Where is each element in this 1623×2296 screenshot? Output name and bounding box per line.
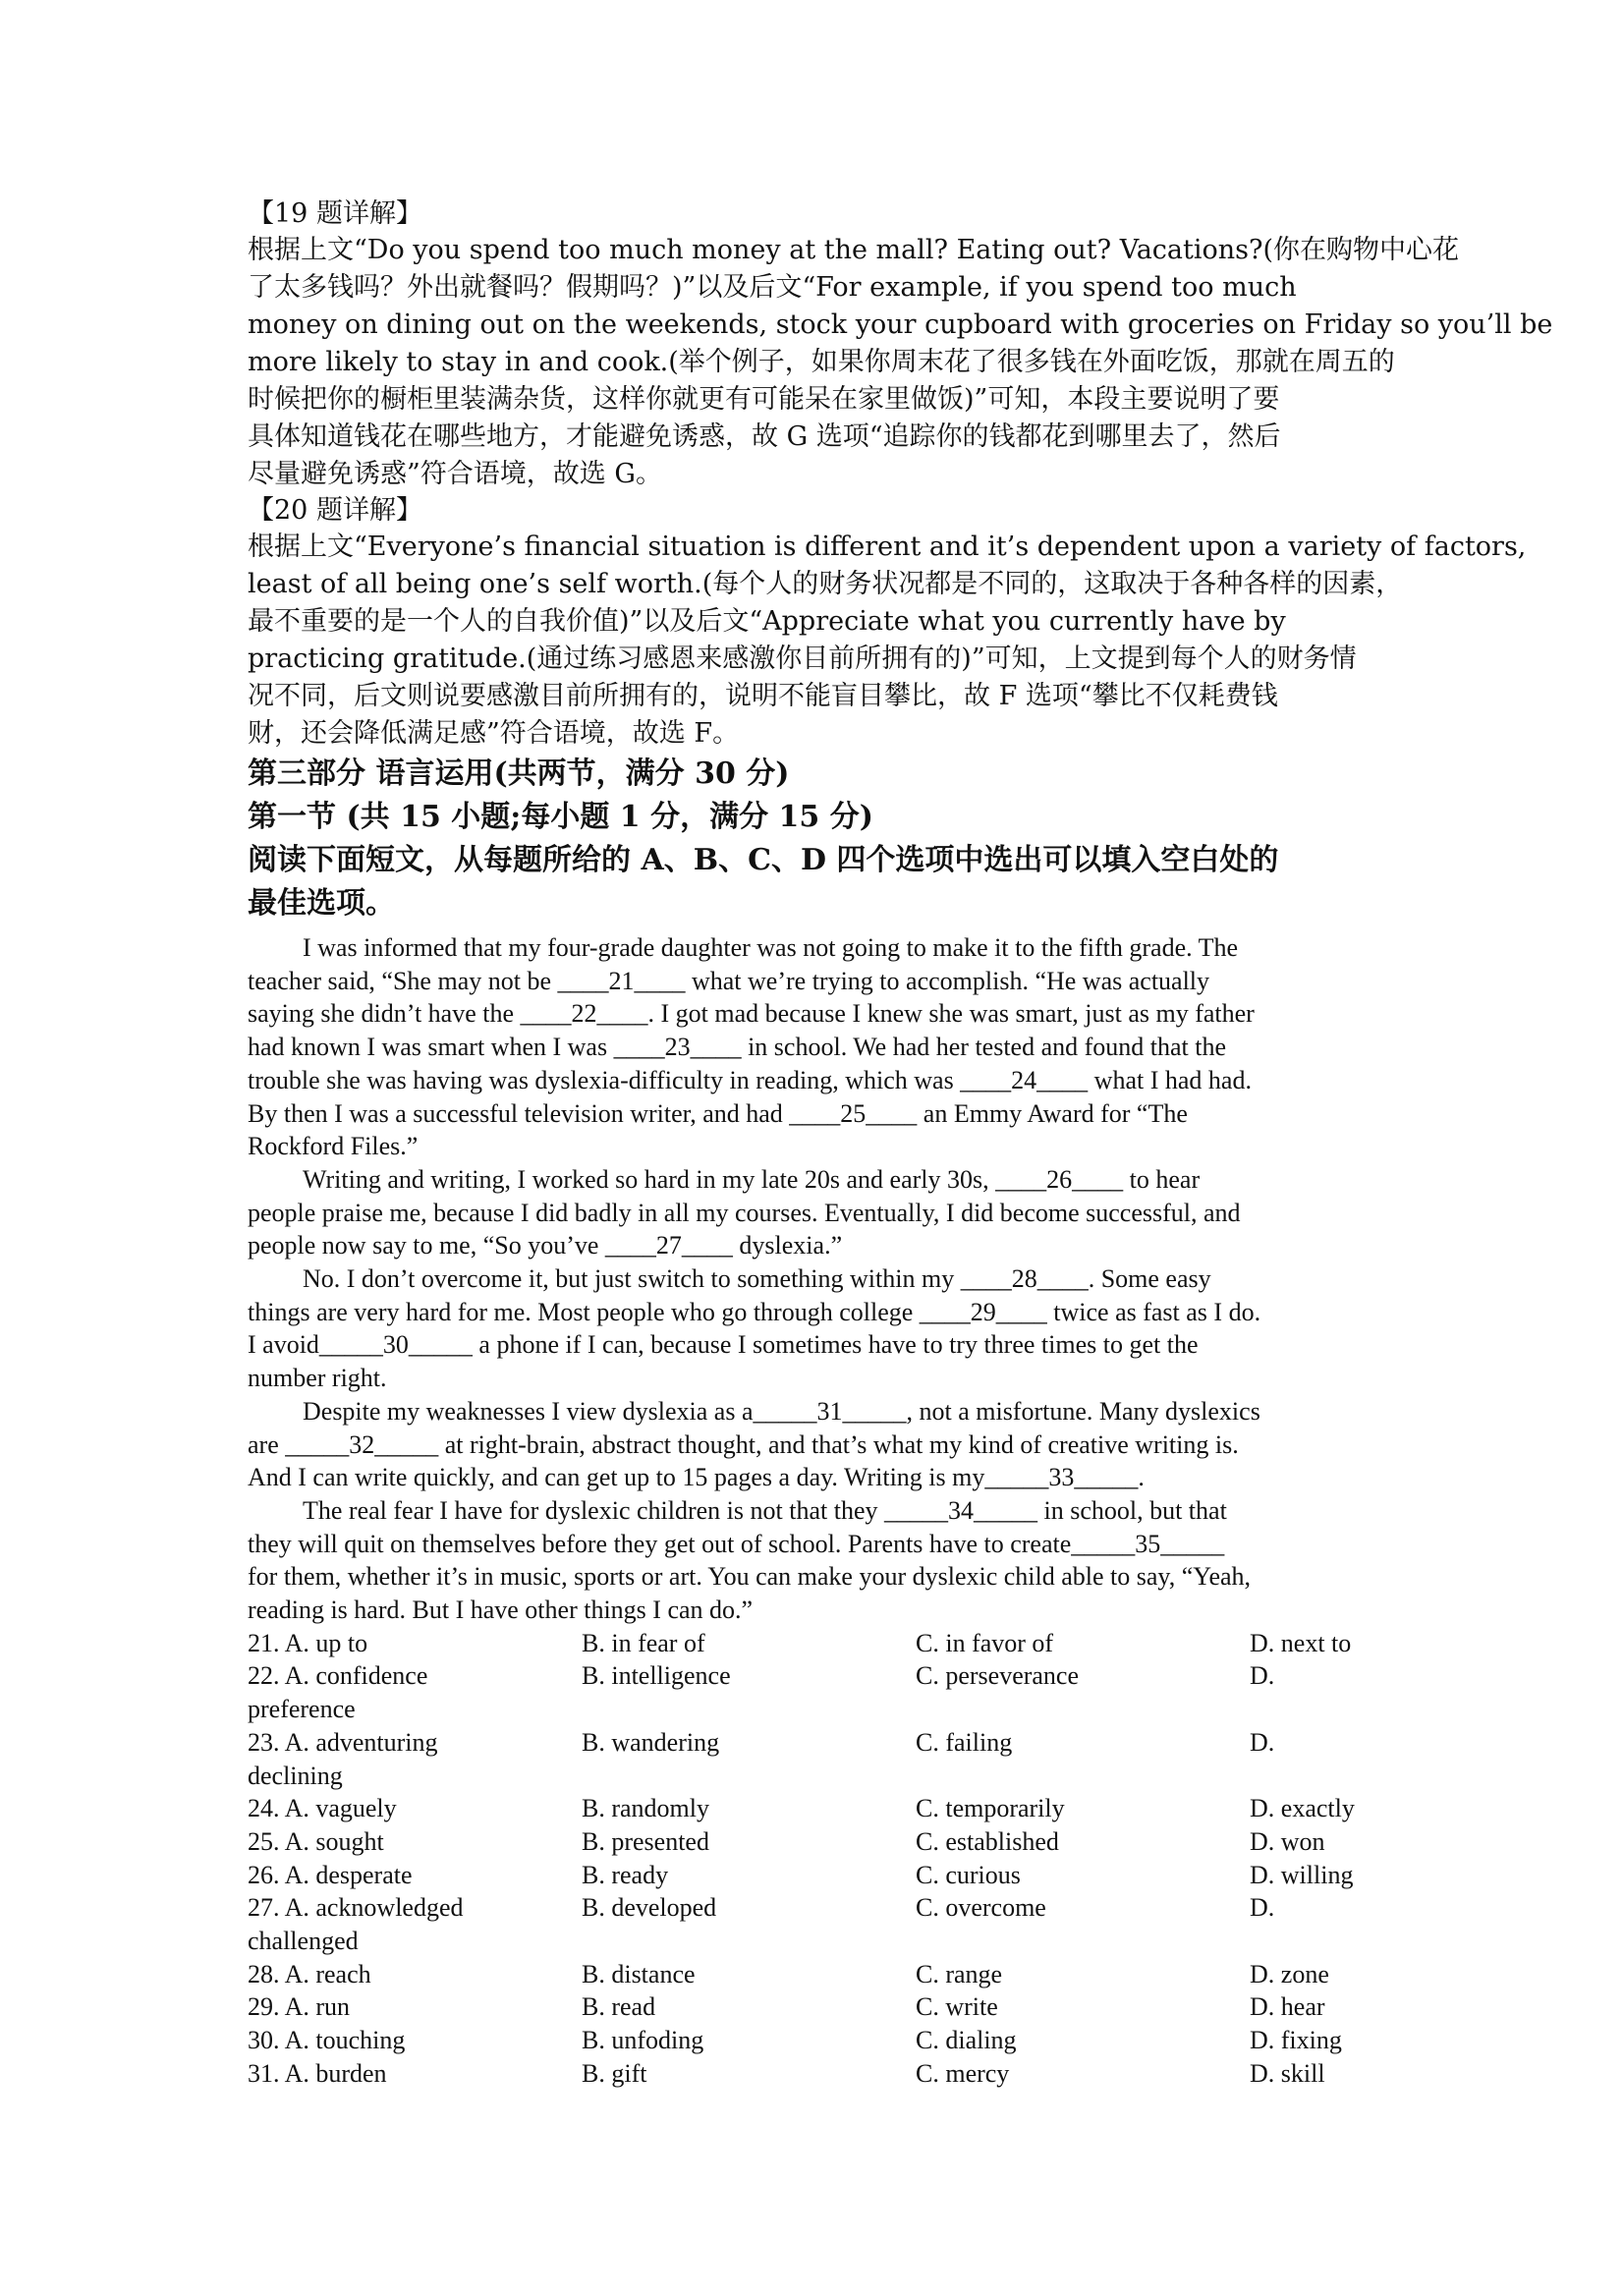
option-c: C. failing [916, 1727, 1013, 1757]
option-c: C. overcome [916, 1893, 1046, 1923]
passage-line: I avoid_____30_____ a phone if I can, because I sometimes have to try three times to get the [248, 1330, 1199, 1360]
option-c: C. temporarily [916, 1794, 1065, 1823]
option-b: B. developed [582, 1893, 717, 1923]
option-row [248, 1859, 1407, 1892]
option-row [248, 1792, 1407, 1825]
option-row [248, 2057, 1407, 2091]
q20-heading: 【20 题详解】 [248, 495, 422, 526]
option-c: C. in favor of [916, 1628, 1054, 1657]
option-b: B. ready [582, 1860, 669, 1889]
passage-line: Rockford Files.” [248, 1132, 419, 1161]
option-row [248, 1627, 1407, 1660]
instruction: 最佳选项。 [248, 886, 395, 921]
option-row [248, 2024, 1407, 2057]
option-c: C. write [916, 1992, 998, 2022]
option-d: D. skill [1250, 2058, 1325, 2088]
passage-line: Despite my weaknesses I view dyslexia as a_____31_____, not a misfortune. Many dyslexics [303, 1396, 1260, 1426]
q19-line: 了太多钱吗？外出就餐吗？假期吗？)”以及后文“For example, if you spend too much [248, 272, 1297, 303]
option-b: B. in fear of [582, 1628, 705, 1657]
q19-explanation [248, 196, 1553, 493]
option-row [248, 1825, 1407, 1859]
option-d-wrap: declining [248, 1761, 343, 1790]
document-page [248, 196, 1553, 2090]
option-b: B. presented [582, 1826, 709, 1856]
q19-line: 具体知道钱花在哪些地方，才能避免诱惑，故 G 选项“追踪你的钱都花到哪里去了，然后 [248, 421, 1281, 452]
passage-line: number right. [248, 1364, 387, 1393]
option-b: B. distance [582, 1959, 696, 1988]
option-a: 23. A. adventuring [248, 1727, 438, 1757]
cloze-passage [248, 931, 1407, 1627]
option-a: 26. A. desperate [248, 1860, 413, 1889]
option-b: B. intelligence [582, 1661, 731, 1691]
passage-line: The real fear I have for dyslexic children is not that they _____34_____ in school, but that [303, 1495, 1227, 1525]
passage-line: had known I was smart when I was ____23____ in school. We had her tested and found that the [248, 1033, 1227, 1062]
option-c: C. established [916, 1826, 1059, 1856]
q19-line: money on dining out on the weekends, stock your cupboard with groceries on Friday so you’ll be [248, 309, 1553, 340]
passage-line: reading is hard. But I have other things I can do.” [248, 1596, 754, 1625]
option-row [248, 1990, 1407, 2024]
q19-line: 尽量避免诱惑”符合语境，故选 G。 [248, 459, 662, 489]
q20-line: 财，还会降低满足感”符合语境，故选 F。 [248, 718, 740, 749]
option-b: B. unfoding [582, 2026, 704, 2055]
option-d: D. next to [1250, 1628, 1352, 1657]
q20-line: 况不同，后文则说要感激目前所拥有的，说明不能盲目攀比，故 F 选项“攀比不仅耗费钱 [248, 681, 1278, 711]
option-d: D. [1250, 1727, 1275, 1757]
option-d-wrap: preference [248, 1695, 356, 1724]
option-a: 24. A. vaguely [248, 1794, 397, 1823]
passage-line: No. I don’t overcome it, but just switch to something within my ____28____. Some easy [303, 1264, 1211, 1294]
q19-line: 时候把你的橱柜里装满杂货，这样你就更有可能呆在家里做饭)”可知，本段主要说明了要 [248, 384, 1280, 415]
passage-line: trouble she was having was dyslexia-difficulty in reading, which was ____24____ what I had had. [248, 1065, 1252, 1094]
passage-line: are _____32_____ at right-brain, abstract thought, and that’s what my kind of creative writing is. [248, 1429, 1239, 1459]
option-d: D. fixing [1250, 2026, 1342, 2055]
option-a: 31. A. burden [248, 2058, 387, 2088]
q20-line: practicing gratitude.(通过练习感恩来感激你目前所拥有的)”可知，上文提到每个人的财务情 [248, 644, 1357, 674]
passage-line: they will quit on themselves before they get out of school. Parents have to create_____35_____ [248, 1529, 1225, 1558]
section-title: 第一节 (共 15 小题;每小题 1 分，满分 15 分) [248, 800, 873, 834]
option-d: D. willing [1250, 1860, 1354, 1889]
option-d: D. exactly [1250, 1794, 1355, 1823]
option-c: C. perseverance [916, 1661, 1080, 1691]
passage-line: Writing and writing, I worked so hard in my late 20s and early 30s, ____26____ to hear [303, 1164, 1201, 1194]
option-d: D. hear [1250, 1992, 1325, 2022]
option-a: 21. A. up to [248, 1628, 368, 1657]
q20-explanation [248, 493, 1527, 753]
option-b: B. randomly [582, 1794, 709, 1823]
option-a: 25. A. sought [248, 1826, 384, 1856]
option-a: 22. A. confidence [248, 1661, 428, 1691]
passage-line: By then I was a successful television writer, and had ____25____ an Emmy Award for “The [248, 1098, 1188, 1128]
instruction: 阅读下面短文，从每题所给的 A、B、C、D 四个选项中选出可以填入空白处的 [248, 843, 1279, 877]
option-d: D. zone [1250, 1959, 1329, 1988]
part3-header [248, 753, 1407, 925]
q20-line: 最不重要的是一个人的自我价值)”以及后文“Appreciate what you currently have by [248, 606, 1286, 637]
option-c: C. curious [916, 1860, 1021, 1889]
part-title: 第三部分 语言运用(共两节，满分 30 分) [248, 756, 790, 791]
option-d-wrap: challenged [248, 1926, 359, 1955]
passage-line: teacher said, “She may not be ____21____ what we’re trying to accomplish. “He was actually [248, 966, 1210, 995]
passage-line: things are very hard for me. Most people who go through college ____29____ twice as fast as I do. [248, 1297, 1261, 1326]
option-c: C. range [916, 1959, 1003, 1988]
q20-line: 根据上文“Everyone’s financial situation is different and it’s dependent upon a variety of factors, [248, 532, 1527, 562]
option-b: B. gift [582, 2058, 647, 2088]
option-row [248, 1659, 1407, 1693]
q19-line: more likely to stay in and cook.(举个例子，如果你周末花了很多钱在外面吃饭，那就在周五的 [248, 347, 1395, 377]
option-a: 27. A. acknowledged [248, 1893, 464, 1923]
passage-line: people praise me, because I did badly in all my courses. Eventually, I did become successful, and [248, 1198, 1241, 1227]
option-b: B. read [582, 1992, 656, 2022]
passage-line: for them, whether it’s in music, sports or art. You can make your dyslexic child able to say, “Yeah, [248, 1562, 1252, 1592]
option-row [248, 1726, 1407, 1760]
passage-line: saying she didn’t have the ____22____. I got mad because I knew she was smart, just as my father [248, 999, 1255, 1029]
option-row [248, 1958, 1407, 1991]
option-a: 30. A. touching [248, 2026, 406, 2055]
option-a: 29. A. run [248, 1992, 350, 2022]
option-d: D. won [1250, 1826, 1325, 1856]
options-list [248, 1627, 1407, 2091]
option-d: D. [1250, 1661, 1275, 1691]
option-a: 28. A. reach [248, 1959, 371, 1988]
q19-heading: 【19 题详解】 [248, 198, 422, 229]
passage-line: And I can write quickly, and can get up to 15 pages a day. Writing is my_____33_____. [248, 1463, 1145, 1492]
option-d: D. [1250, 1893, 1275, 1923]
option-c: C. dialing [916, 2026, 1017, 2055]
option-c: C. mercy [916, 2058, 1010, 2088]
passage-line: I was informed that my four-grade daughter was not going to make it to the fifth grade. The [303, 933, 1239, 962]
passage-line: people now say to me, “So you’ve ____27____ dyslexia.” [248, 1231, 843, 1260]
q19-line: 根据上文“Do you spend too much money at the mall? Eating out? Vacations?(你在购物中心花 [248, 235, 1460, 265]
option-b: B. wandering [582, 1727, 720, 1757]
q20-line: least of all being one’s self worth.(每个人的财务状况都是不同的，这取决于各种各样的因素， [248, 569, 1403, 599]
option-row [248, 1891, 1407, 1925]
